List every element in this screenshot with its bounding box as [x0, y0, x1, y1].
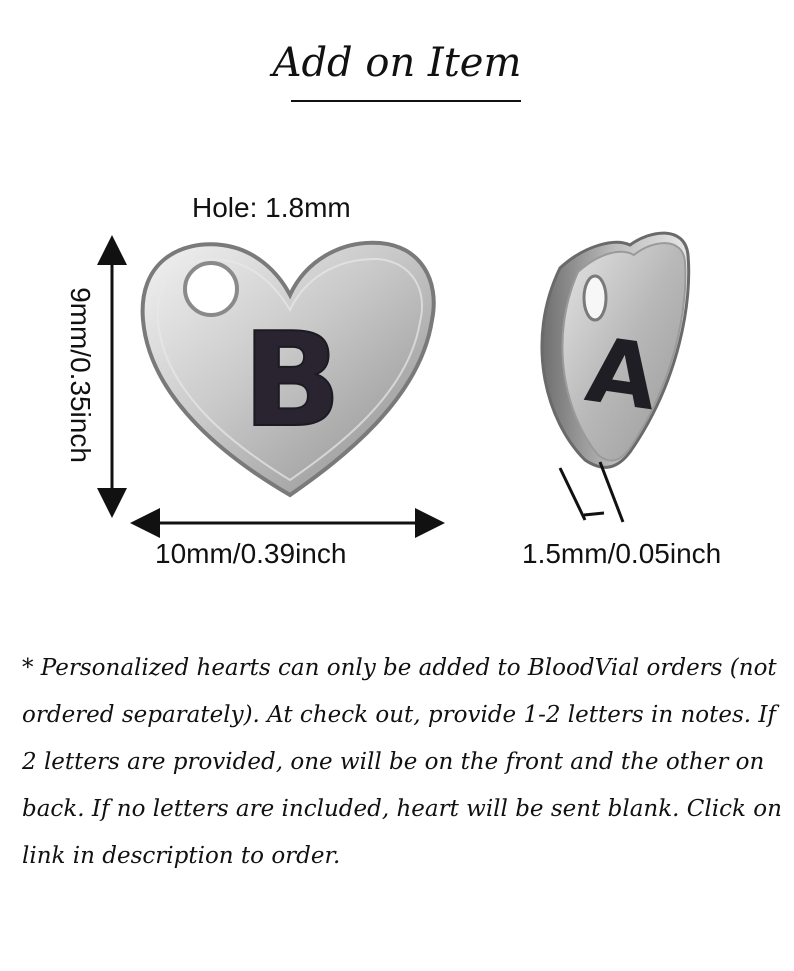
charm-hole — [185, 263, 237, 315]
front-letter: B — [242, 304, 342, 456]
description-text: * Personalized hearts can only be added to BloodVial orders (not ordered separately). At check out, provide 1-2 letters in notes. If 2 letters are provided, one will be on the front and the other on back. If no letters are included, heart will be sent blank. Click on link in description to order. — [22, 655, 782, 869]
thickness-dimension-marker — [560, 462, 623, 522]
width-size-label: 10mm/0.39inch — [155, 538, 347, 569]
page-title: Add on Item — [272, 40, 522, 86]
heart-charm-side — [542, 233, 689, 467]
thickness-size-label: 1.5mm/0.05inch — [522, 538, 722, 569]
heart-charm-front — [143, 243, 434, 495]
hole-size-label: Hole: 1.8mm — [192, 192, 351, 223]
height-size-label: 9mm/0.35inch — [65, 287, 96, 463]
side-letter: A — [580, 317, 664, 432]
charm-hole-side — [584, 276, 606, 320]
